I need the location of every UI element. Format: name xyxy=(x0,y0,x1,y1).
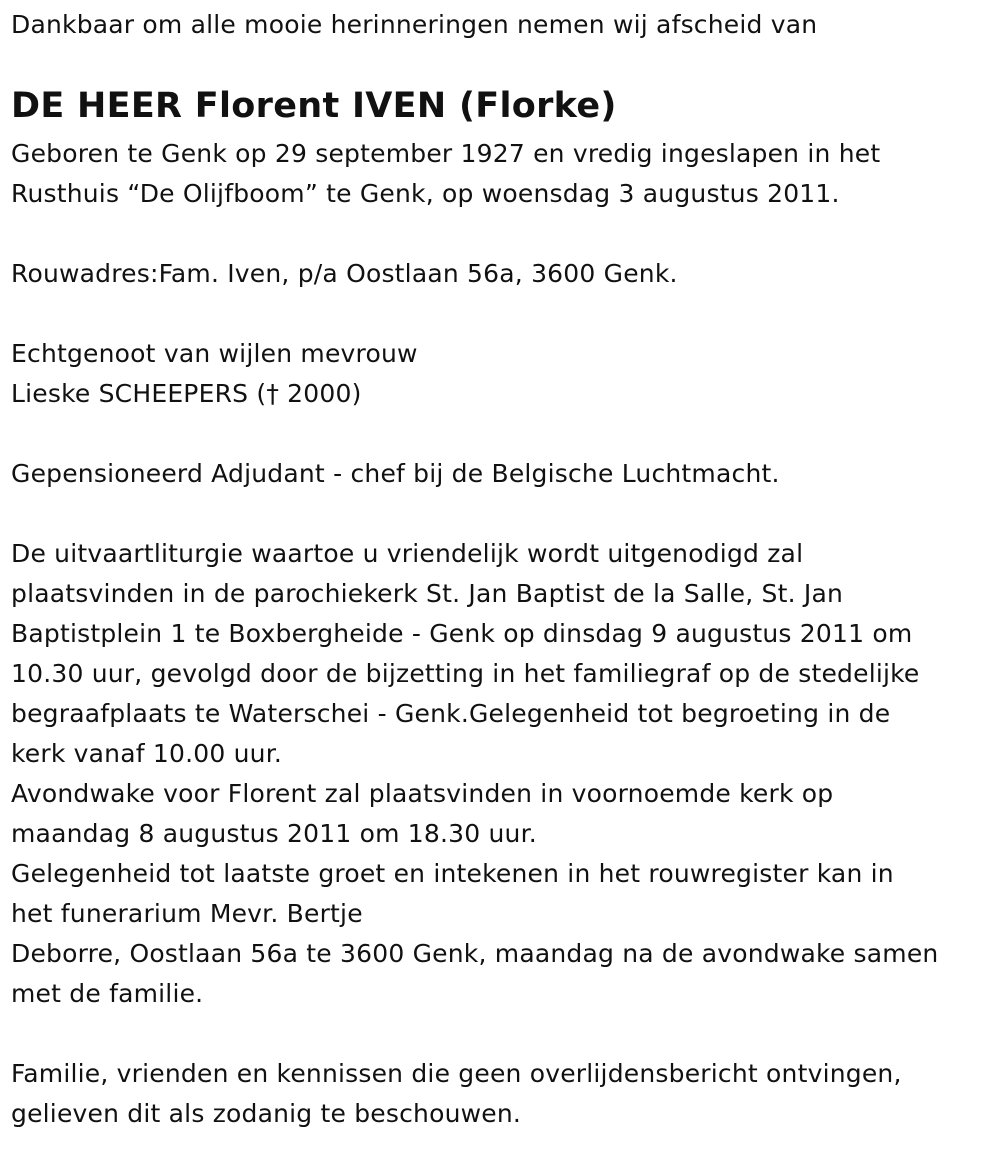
funeral-details-paragraph xyxy=(11,534,938,1014)
intro-text: Dankbaar om alle mooie herinneringen nemen wij afscheid van xyxy=(11,10,818,39)
paragraph-line: Rouwadres:Fam. Iven, p/a Oostlaan 56a, 3600 Genk. xyxy=(11,259,678,288)
deceased-name-heading: DE HEER Florent IVEN (Florke) xyxy=(11,86,617,126)
paragraph-line: plaatsvinden in de parochiekerk St. Jan Baptist de la Salle, St. Jan xyxy=(11,579,844,608)
paragraph-line: maandag 8 augustus 2011 om 18.30 uur. xyxy=(11,819,537,848)
paragraph-line: Echtgenoot van wijlen mevrouw xyxy=(11,339,418,368)
paragraph-line: Lieske SCHEEPERS († 2000) xyxy=(11,379,362,408)
mourning-address-paragraph xyxy=(11,254,678,294)
paragraph-line: Rusthuis “De Olijfboom” te Genk, op woensdag 3 augustus 2011. xyxy=(11,179,840,208)
paragraph-line: met de familie. xyxy=(11,979,204,1008)
paragraph-line: kerk vanaf 10.00 uur. xyxy=(11,739,283,768)
paragraph-line: Avondwake voor Florent zal plaatsvinden in voornoemde kerk op xyxy=(11,779,834,808)
closing-paragraph xyxy=(11,1054,902,1134)
paragraph-line: Geboren te Genk op 29 september 1927 en vredig ingeslapen in het xyxy=(11,139,881,168)
paragraph-line: Baptistplein 1 te Boxbergheide - Genk op dinsdag 9 augustus 2011 om xyxy=(11,619,913,648)
birth-and-death-paragraph xyxy=(11,134,880,214)
profession-paragraph xyxy=(11,454,780,494)
paragraph-line: Familie, vrienden en kennissen die geen overlijdensbericht ontvingen, xyxy=(11,1059,902,1088)
paragraph-line: Gepensioneerd Adjudant - chef bij de Belgische Luchtmacht. xyxy=(11,459,780,488)
paragraph-line: Deborre, Oostlaan 56a te 3600 Genk, maandag na de avondwake samen xyxy=(11,939,939,968)
paragraph-line: 10.30 uur, gevolgd door de bijzetting in het familiegraf op de stedelijke xyxy=(11,659,920,688)
paragraph-line: het funerarium Mevr. Bertje xyxy=(11,899,363,928)
paragraph-line: gelieven dit als zodanig te beschouwen. xyxy=(11,1099,522,1128)
paragraph-line: De uitvaartliturgie waartoe u vriendelijk wordt uitgenodigd zal xyxy=(11,539,804,568)
paragraph-line: begraafplaats te Waterschei - Genk.Gelegenheid tot begroeting in de xyxy=(11,699,891,728)
paragraph-line: Gelegenheid tot laatste groet en intekenen in het rouwregister kan in xyxy=(11,859,894,888)
spouse-paragraph xyxy=(11,334,418,414)
